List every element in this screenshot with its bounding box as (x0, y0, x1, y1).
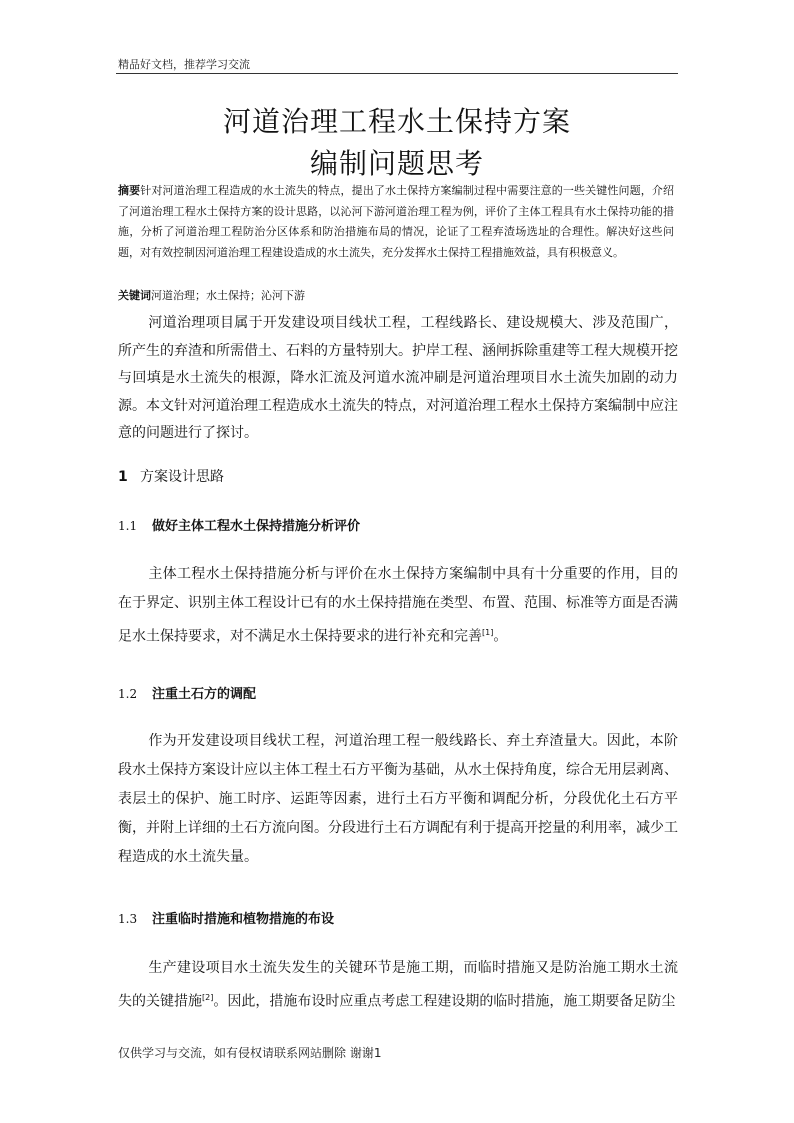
header-divider (116, 73, 678, 74)
paragraph-text: 生产建设项目水土流失发生的关键环节是施工期，而临时措施又是防治施工期水土流失的关键措施 (118, 960, 678, 1010)
subsection-heading-1-3 (118, 908, 334, 927)
subsection-heading-1-1 (118, 515, 360, 534)
keywords-text: 河道治理；水土保持；沁河下游 (151, 289, 305, 302)
abstract-label: 摘要 (118, 184, 141, 197)
section-title: 方案设计思路 (140, 469, 224, 485)
citation-ref: [1] (482, 628, 494, 637)
keywords (118, 287, 305, 303)
section-number: 1 (118, 469, 128, 485)
paragraph-1-3 (118, 954, 678, 1017)
document-title-line1: 河道治理工程水土保持方案 (222, 105, 571, 138)
citation-ref: [2] (202, 993, 214, 1002)
paragraph-text: 主体工程水土保持措施分析与评价在水土保持方案编制中具有十分重要的作用，目的在于界定、识别主体工程设计已有的水土保持措施在类型、布置、范围、标准等方面是否满足水土保持要求，对不满足水土保持要求的进行补充和完善 (118, 566, 678, 645)
subsection-number: 1.2 (118, 687, 138, 701)
abstract-text: 针对河道治理工程造成的水土流失的特点，提出了水土保持方案编制过程中需要注意的一些关键性问题，介绍了河道治理工程水土保持方案的设计思路，以沁河下游河道治理工程为例，评价了主体工程具有水土保持功能的措施，分析了河道治理工程防治分区体系和防治措施布局的情况，论证了工程弃渣场选址的合理性。解决好这些问题，对有效控制因河道治理工程建设造成的水土流失，充分发挥水土保持工程措施效益，具有积极意义。 (118, 184, 675, 259)
document-title-line2: 编制问题思考 (309, 147, 484, 180)
page-footer: 仅供学习与交流，如有侵权请联系网站删除 谢谢1 (118, 1046, 382, 1060)
subsection-number: 1.3 (118, 912, 138, 926)
page-header: 精品好文档，推荐学习交流 (118, 58, 250, 71)
intro-paragraph (118, 310, 678, 448)
paragraph-1-1 (118, 560, 678, 652)
abstract (118, 181, 674, 263)
subsection-title: 做好主体工程水土保持措施分析评价 (152, 519, 361, 534)
paragraph-end: 。 (493, 628, 508, 645)
subsection-title: 注重临时措施和植物措施的布设 (152, 912, 335, 927)
paragraph-1-2 (118, 727, 678, 872)
subsection-title: 注重土石方的调配 (152, 687, 257, 702)
paragraph-text: 作为开发建设项目线状工程，河道治理工程一般线路长、弃土弃渣量大。因此，本阶段水土保持方案设计应以主体工程土石方平衡为基础，从水土保持角度，综合无用层剥离、表层土的保护、施工时序、运距等因素，进行土石方平衡和调配分析，分段优化土石方平衡，并附上详细的土石方流向图。分段进行土石方调配有利于提高开挖量的利用率，减少工程造成的水土流失量。 (118, 733, 678, 865)
keywords-label: 关键词 (118, 289, 151, 302)
subsection-heading-1-2 (118, 683, 256, 702)
subsection-number: 1.1 (118, 519, 138, 533)
intro-text: 河道治理项目属于开发建设项目线状工程，工程线路长、建设规模大、涉及范围广，所产生的弃渣和所需借土、石料的方量特别大。护岸工程、涵闸拆除重建等工程大规模开挖与回填是水土流失的根源，降水汇流及河道水流冲刷是河道治理项目水土流失加剧的动力源。本文针对河道治理工程造成水土流失的特点，对河道治理工程水土保持方案编制中应注意的问题进行了探讨。 (118, 315, 678, 441)
paragraph-text-cont: 。因此，措施布设时应重点考虑工程建设期的临时措施，施工期要备足防尘 (213, 993, 676, 1010)
section-heading-1 (118, 466, 224, 486)
